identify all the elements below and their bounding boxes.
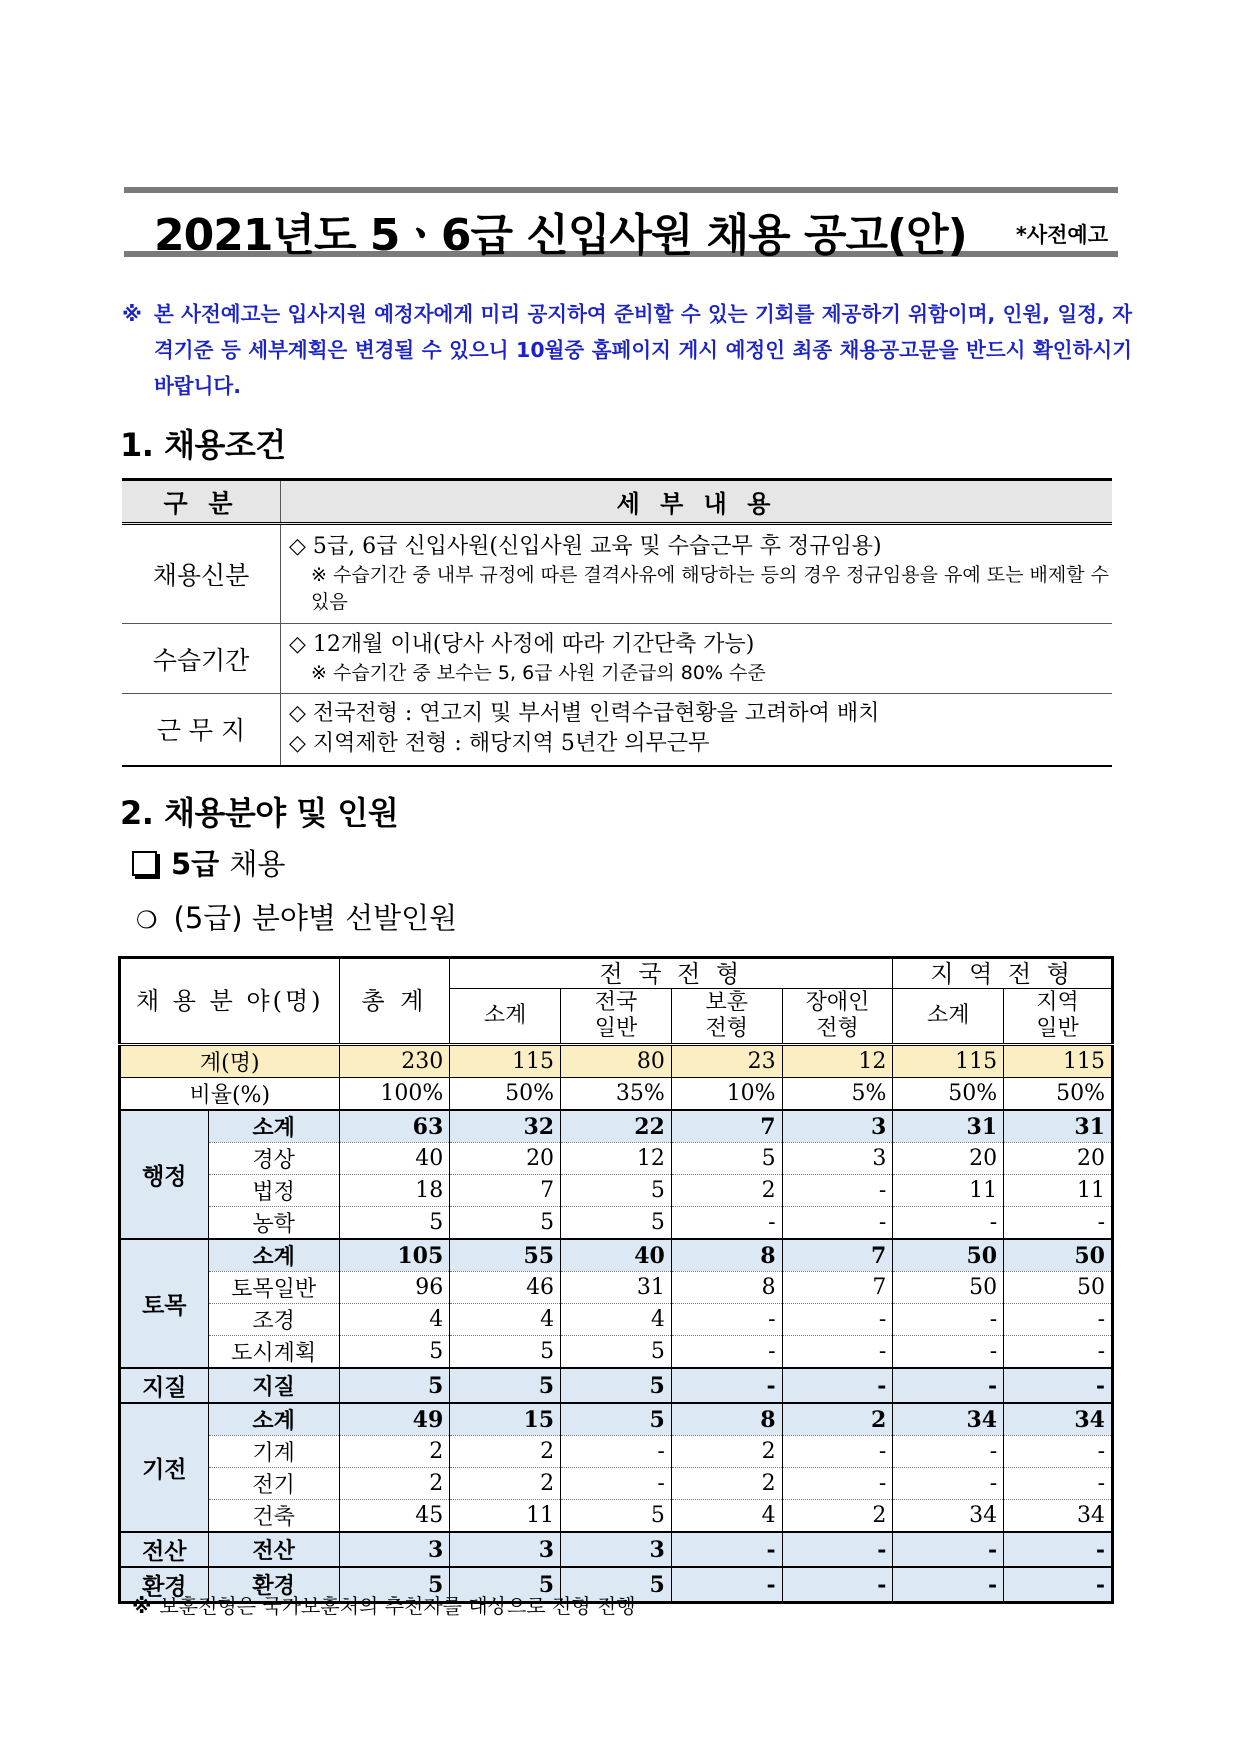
cell: -: [893, 1468, 1004, 1500]
header-reg-subtotal: 소계: [893, 989, 1004, 1045]
conditions-line: ◇ 지역제한 전형 : 해당지역 5년간 의무근무: [289, 731, 710, 757]
cell: 11: [1004, 1175, 1113, 1207]
table-row: [120, 1272, 1113, 1304]
conditions-table: [122, 478, 1112, 767]
conditions-line: ◇ 전국전형 : 연고지 및 부서별 인력수급현황을 고려하여 배치: [289, 701, 880, 727]
grade5-subheading-suffix: 분야별 선발인원: [251, 901, 458, 935]
ratio-label: 비율(%): [120, 1078, 340, 1111]
header-regional: 지 역 전 형: [893, 958, 1113, 989]
cell: 40: [561, 1239, 672, 1272]
cell: 4: [561, 1304, 672, 1336]
title-row: [124, 193, 1118, 261]
cell: 5: [339, 1567, 450, 1603]
row-item: 소계: [208, 1239, 339, 1272]
header-disabled: [782, 989, 893, 1045]
cell: 50: [1004, 1239, 1113, 1272]
table-row: [120, 1368, 1113, 1403]
cell: -: [561, 1468, 672, 1500]
row-item: 전기: [208, 1468, 339, 1500]
cell: -: [782, 1368, 893, 1403]
conditions-note: ※ 수습기간 중 내부 규정에 따른 결격사유에 해당하는 등의 경우 정규임용을 유예 또는 배제할 수 있음: [311, 564, 1109, 613]
total-label: 계(명): [120, 1045, 340, 1078]
group-label: 지질: [120, 1368, 209, 1403]
cell: 2: [450, 1436, 561, 1468]
group-label: 환경: [120, 1567, 209, 1603]
cell: 96: [339, 1272, 450, 1304]
cell: 7: [450, 1175, 561, 1207]
total-value: 115: [450, 1045, 561, 1078]
cell: -: [893, 1207, 1004, 1240]
row-item: 소계: [208, 1110, 339, 1143]
cell: -: [1004, 1436, 1113, 1468]
cell: 2: [671, 1468, 782, 1500]
cell: 18: [339, 1175, 450, 1207]
footnote-text: 보훈전형은 국가보훈처의 추천자를 대상으로 전형 진행: [159, 1594, 636, 1618]
cell: -: [782, 1532, 893, 1567]
cell: -: [671, 1304, 782, 1336]
cell: 2: [339, 1468, 450, 1500]
group-label: 기전: [120, 1403, 209, 1532]
cell: 5: [450, 1336, 561, 1369]
cell: 40: [339, 1143, 450, 1175]
row-item: 소계: [208, 1403, 339, 1436]
conditions-line: ◇ 5급, 6급 신입사원(신입사원 교육 및 수습근무 후 정규임용): [289, 534, 882, 559]
total-value: 115: [893, 1045, 1004, 1078]
cell: 8: [671, 1403, 782, 1436]
cell: 49: [339, 1403, 450, 1436]
row-item: 전산: [208, 1532, 339, 1567]
cell: 8: [671, 1272, 782, 1304]
table-row: [120, 1532, 1113, 1567]
group-label: 행정: [120, 1110, 209, 1239]
cell: 50: [1004, 1272, 1113, 1304]
total-row: [120, 1045, 1113, 1078]
cell: 5: [561, 1207, 672, 1240]
cell: 2: [671, 1436, 782, 1468]
cell: 2: [782, 1403, 893, 1436]
cell: 4: [671, 1500, 782, 1533]
cell: 20: [450, 1143, 561, 1175]
cell: 7: [782, 1272, 893, 1304]
header-national: 전 국 전 형: [450, 958, 893, 989]
table-header-row: [120, 958, 1113, 989]
cell: 5: [339, 1207, 450, 1240]
cell: 34: [893, 1403, 1004, 1436]
row-item: 건축: [208, 1500, 339, 1533]
cell: -: [782, 1304, 893, 1336]
cell: 31: [893, 1110, 1004, 1143]
cell: 15: [450, 1403, 561, 1436]
cell: 11: [450, 1500, 561, 1533]
row-item: 조경: [208, 1304, 339, 1336]
group-label: 토목: [120, 1239, 209, 1368]
cell: 55: [450, 1239, 561, 1272]
cell: 20: [893, 1143, 1004, 1175]
cell: -: [782, 1175, 893, 1207]
cell: 5: [561, 1567, 672, 1603]
ratio-value: 50%: [893, 1078, 1004, 1111]
cell: 50: [893, 1272, 1004, 1304]
cell: 4: [339, 1304, 450, 1336]
cell: -: [671, 1368, 782, 1403]
total-value: 230: [339, 1045, 450, 1078]
row-item: 환경: [208, 1567, 339, 1603]
conditions-note: ※ 수습기간 중 보수는 5, 6급 사원 기준급의 80% 수준: [311, 662, 766, 684]
header-reg-general-line1: 지역: [1036, 990, 1079, 1015]
group-label: 전산: [120, 1532, 209, 1567]
ratio-row: [120, 1078, 1113, 1111]
conditions-detail: [281, 624, 1113, 694]
cell: 34: [893, 1500, 1004, 1533]
footnote-mark: ※: [132, 1594, 152, 1618]
ratio-value: 10%: [671, 1078, 782, 1111]
cell: 32: [450, 1110, 561, 1143]
notice: [122, 296, 1132, 404]
header-disabled-line2: 전형: [816, 1016, 859, 1041]
header-veteran-line2: 전형: [705, 1016, 748, 1041]
row-item: 기계: [208, 1436, 339, 1468]
cell: -: [893, 1532, 1004, 1567]
cell: -: [893, 1304, 1004, 1336]
table-row: [120, 1336, 1113, 1369]
circle-bullet-icon: ❍: [136, 906, 158, 934]
cell: -: [1004, 1567, 1113, 1603]
cell: -: [1004, 1207, 1113, 1240]
conditions-line: ◇ 12개월 이내(당사 사정에 따라 기간단축 가능): [289, 632, 755, 657]
cell: -: [1004, 1532, 1113, 1567]
cell: 2: [671, 1175, 782, 1207]
cell: 45: [339, 1500, 450, 1533]
cell: 5: [561, 1368, 672, 1403]
cell: 34: [1004, 1500, 1113, 1533]
table-row: [120, 1143, 1113, 1175]
header-total: 총 계: [339, 958, 450, 1045]
grade5-heading: [132, 842, 285, 883]
checkbox-square-icon: [132, 851, 157, 876]
conditions-row: [122, 624, 1112, 694]
cell: 5: [671, 1143, 782, 1175]
cell: 22: [561, 1110, 672, 1143]
cell: -: [782, 1436, 893, 1468]
cell: -: [671, 1567, 782, 1603]
cell: -: [893, 1436, 1004, 1468]
grade5-subheading-prefix: (5급): [173, 901, 243, 935]
cell: 7: [671, 1110, 782, 1143]
cell: -: [893, 1336, 1004, 1369]
total-value: 23: [671, 1045, 782, 1078]
table-row: [120, 1436, 1113, 1468]
header-veteran-line1: 보훈: [705, 990, 748, 1015]
cell: -: [1004, 1368, 1113, 1403]
total-value: 80: [561, 1045, 672, 1078]
table-row: [120, 1304, 1113, 1336]
cell: 12: [561, 1143, 672, 1175]
cell: 3: [782, 1143, 893, 1175]
recruitment-table: [118, 956, 1114, 1604]
cell: -: [671, 1336, 782, 1369]
cell: 3: [561, 1532, 672, 1567]
row-item: 법정: [208, 1175, 339, 1207]
cell: 5: [450, 1207, 561, 1240]
total-value: 12: [782, 1045, 893, 1078]
header-nat-subtotal: 소계: [450, 989, 561, 1045]
cell: -: [782, 1207, 893, 1240]
cell: 34: [1004, 1403, 1113, 1436]
cell: -: [893, 1567, 1004, 1603]
row-item: 경상: [208, 1143, 339, 1175]
table-row: [120, 1110, 1113, 1143]
cell: 20: [1004, 1143, 1113, 1175]
ratio-value: 35%: [561, 1078, 672, 1111]
header-reg-general-line2: 일반: [1036, 1016, 1079, 1041]
header-nat-general-line1: 전국: [594, 990, 638, 1015]
cell: -: [782, 1567, 893, 1603]
header-nat-general-line2: 일반: [594, 1016, 638, 1041]
cell: -: [671, 1207, 782, 1240]
footnote: [132, 1590, 636, 1619]
total-value: 115: [1004, 1045, 1113, 1078]
ratio-value: 100%: [339, 1078, 450, 1111]
table-row: [120, 1207, 1113, 1240]
row-item: 농학: [208, 1207, 339, 1240]
row-item: 토목일반: [208, 1272, 339, 1304]
section2-title: 2. 채용분야 및 인원: [120, 794, 399, 832]
header-disabled-line1: 장애인: [805, 990, 870, 1015]
cell: -: [782, 1336, 893, 1369]
table-row: [120, 1403, 1113, 1436]
conditions-label: 수습기간: [122, 624, 281, 694]
cell: 5: [561, 1500, 672, 1533]
cell: 3: [450, 1532, 561, 1567]
cell: 5: [339, 1368, 450, 1403]
cell: 46: [450, 1272, 561, 1304]
cell: 5: [561, 1403, 672, 1436]
cell: 5: [450, 1567, 561, 1603]
ratio-value: 50%: [450, 1078, 561, 1111]
grade5-subheading: [136, 896, 457, 937]
conditions-row: [122, 694, 1112, 766]
cell: 2: [450, 1468, 561, 1500]
page-subtitle: *사전예고: [1015, 223, 1108, 247]
conditions-header-category: 구 분: [122, 480, 281, 524]
row-item: 지질: [208, 1368, 339, 1403]
cell: -: [561, 1436, 672, 1468]
cell: 2: [339, 1436, 450, 1468]
page-title: 2021년도 5ㆍ6급 신입사원 채용 공고(안): [154, 210, 967, 261]
conditions-row: [122, 524, 1112, 624]
cell: -: [893, 1368, 1004, 1403]
grade5-heading-suffix: 채용: [229, 847, 286, 881]
header-nat-general: [561, 989, 672, 1045]
cell: 3: [339, 1532, 450, 1567]
cell: 11: [893, 1175, 1004, 1207]
cell: 3: [782, 1110, 893, 1143]
cell: 8: [671, 1239, 782, 1272]
cell: -: [782, 1468, 893, 1500]
notice-text: 본 사전예고는 입사지원 예정자에게 미리 공지하여 준비할 수 있는 기회를 제공하기 위함이며, 인원, 일정, 자격기준 등 세부계획은 변경될 수 있으니 10월중 홈페이지 게시 예정인 최종 채용공고문을 반드시 확인하시기 바랍니다.: [154, 302, 1132, 398]
header-field: 채 용 분 야(명): [120, 958, 340, 1045]
cell: 31: [1004, 1110, 1113, 1143]
cell: -: [1004, 1468, 1113, 1500]
conditions-label: 근 무 지: [122, 694, 281, 766]
header-veteran: [671, 989, 782, 1045]
ratio-value: 50%: [1004, 1078, 1113, 1111]
table-row: [120, 1500, 1113, 1533]
cell: 5: [561, 1336, 672, 1369]
cell: 105: [339, 1239, 450, 1272]
conditions-detail: [281, 524, 1113, 624]
ratio-value: 5%: [782, 1078, 893, 1111]
conditions-header-row: [122, 480, 1112, 524]
cell: 5: [561, 1175, 672, 1207]
cell: -: [1004, 1336, 1113, 1369]
grade5-heading-prefix: 5급: [171, 847, 220, 881]
conditions-header-detail: 세 부 내 용: [281, 480, 1113, 524]
table-row: [120, 1468, 1113, 1500]
cell: 31: [561, 1272, 672, 1304]
table-row: [120, 1175, 1113, 1207]
notice-mark: ※: [122, 302, 142, 326]
cell: -: [1004, 1304, 1113, 1336]
row-item: 도시계획: [208, 1336, 339, 1369]
table-row: [120, 1239, 1113, 1272]
cell: 4: [450, 1304, 561, 1336]
title-block: [124, 187, 1118, 261]
section1-title: 1. 채용조건: [120, 426, 286, 464]
cell: 50: [893, 1239, 1004, 1272]
header-reg-general: [1004, 989, 1113, 1045]
cell: 5: [339, 1336, 450, 1369]
conditions-label: 채용신분: [122, 524, 281, 624]
cell: 2: [782, 1500, 893, 1533]
cell: 5: [450, 1368, 561, 1403]
cell: 7: [782, 1239, 893, 1272]
cell: -: [671, 1532, 782, 1567]
conditions-detail: [281, 694, 1113, 766]
cell: 63: [339, 1110, 450, 1143]
